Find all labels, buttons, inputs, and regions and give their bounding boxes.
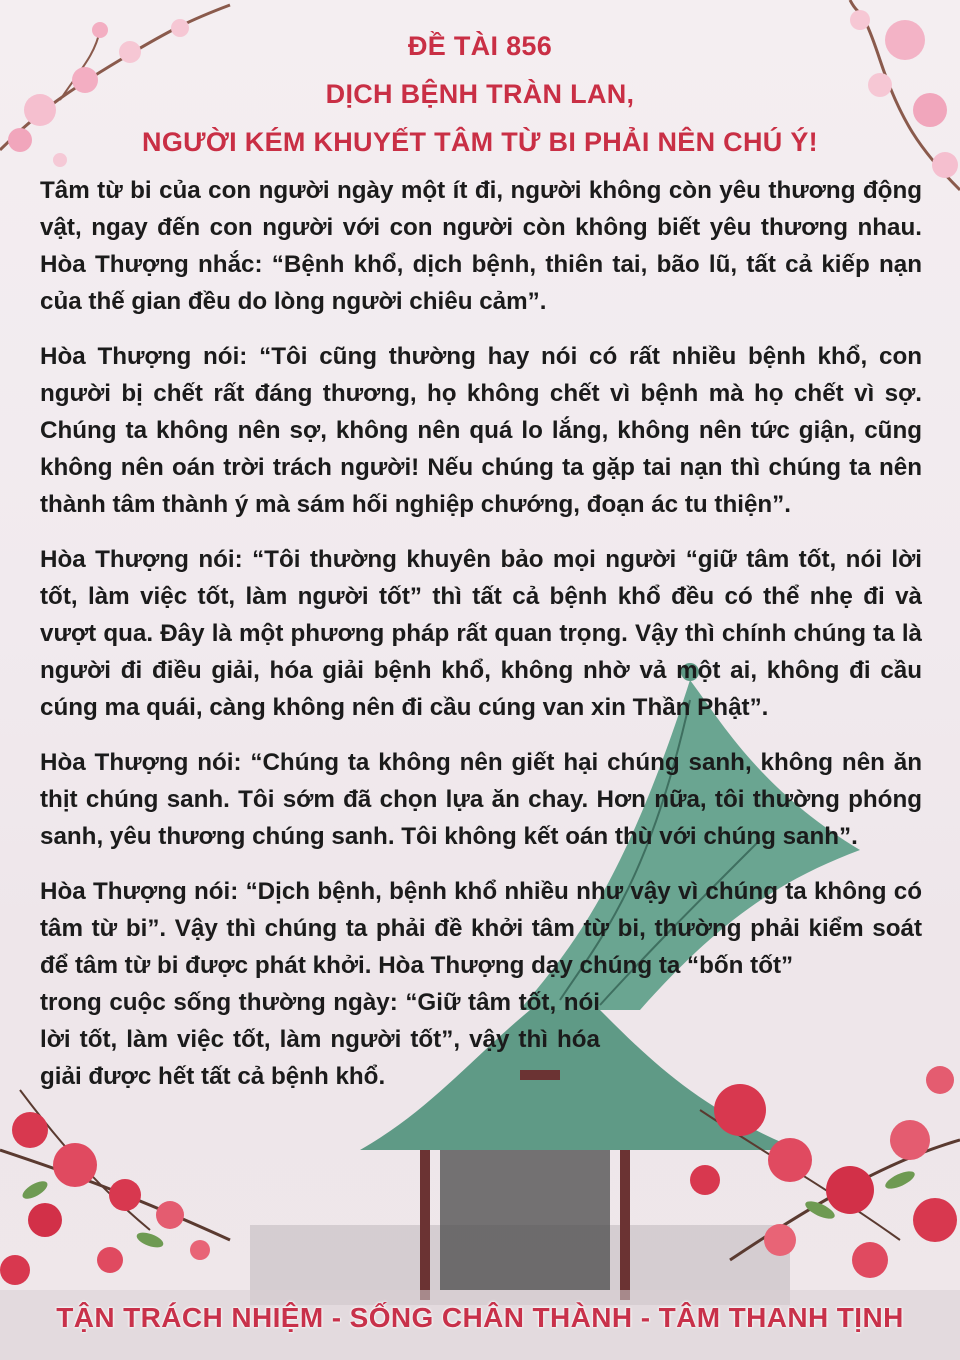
footer-slogan: TẬN TRÁCH NHIỆM - SỐNG CHÂN THÀNH - TÂM THANH TỊNH: [56, 1302, 904, 1333]
paragraph: Hòa Thượng nói: “Tôi thường khuyên bảo mọi người “giữ tâm tốt, nói lời tốt, làm việc tốt, làm người tốt” thì tất cả bệnh khổ đều có thể nhẹ đi và vượt qua. Đây là một phương pháp rất quan trọng. Vậy thì chính chúng ta là người đi điều giải, hóa giải bệnh khổ, không nhờ vả một ai, không đi cầu cúng ma quái, càng không nên đi cầu cúng van xin Thần Phật”.: [40, 546, 922, 721]
blossoms-bottom-left: [0, 1090, 230, 1285]
paragraph-last-wide: Hòa Thượng nói: “Dịch bệnh, bệnh khổ nhiều như vậy vì chúng ta không có tâm từ bi”. Vậy thì chúng ta phải đề khởi tâm từ bi, thường phải kiểm soát để tâm từ bi được phát khởi. Hòa Thượng dạy chúng ta “bốn tốt”: [40, 878, 922, 979]
paragraph: Tâm từ bi của con người ngày một ít đi, người không còn yêu thương động vật, ngay đến con người với con người còn không biết yêu thương nhau. Hòa Thượng nhắc: “Bệnh khổ, dịch bệnh, thiên tai, bão lũ, tất cả kiếp nạn của thế gian đều do lòng người chiêu cảm”.: [40, 177, 922, 315]
header: [0, 22, 960, 166]
paragraph-last: [40, 873, 922, 1095]
title-line-2: DỊCH BỆNH TRÀN LAN,: [325, 79, 635, 109]
title-line-1: ĐỀ TÀI 856: [407, 31, 553, 61]
title-line-3: NGƯỜI KÉM KHUYẾT TÂM TỪ BI PHẢI NÊN CHÚ Ý!: [142, 127, 818, 157]
paragraph: Hòa Thượng nói: “Tôi cũng thường hay nói có rất nhiều bệnh khổ, con người bị chết rất đáng thương, họ không chết vì bệnh mà họ chết vì sợ. Chúng ta không nên sợ, không nên quá lo lắng, không nên tức giận, cũng không nên oán trời trách người! Nếu chúng ta gặp tai nạn thì chúng ta nên thành tâm thành ý mà sám hối nghiệp chướng, đoạn ác tu thiện”.: [40, 343, 922, 518]
paragraph-last-narrow: trong cuộc sống thường ngày: “Giữ tâm tốt, nói lời tốt, làm việc tốt, làm người tốt”, vậy thì hóa giải được hết tất cả bệnh khổ.: [40, 989, 600, 1090]
article-body: [40, 172, 922, 1095]
paragraph: Hòa Thượng nói: “Chúng ta không nên giết hại chúng sanh, không nên ăn thịt chúng sanh. Tôi sớm đã chọn lựa ăn chay. Hơn nữa, tôi thường phóng sanh, yêu thương chúng sanh. Tôi không kết oán thù với chúng sanh”.: [40, 749, 922, 850]
